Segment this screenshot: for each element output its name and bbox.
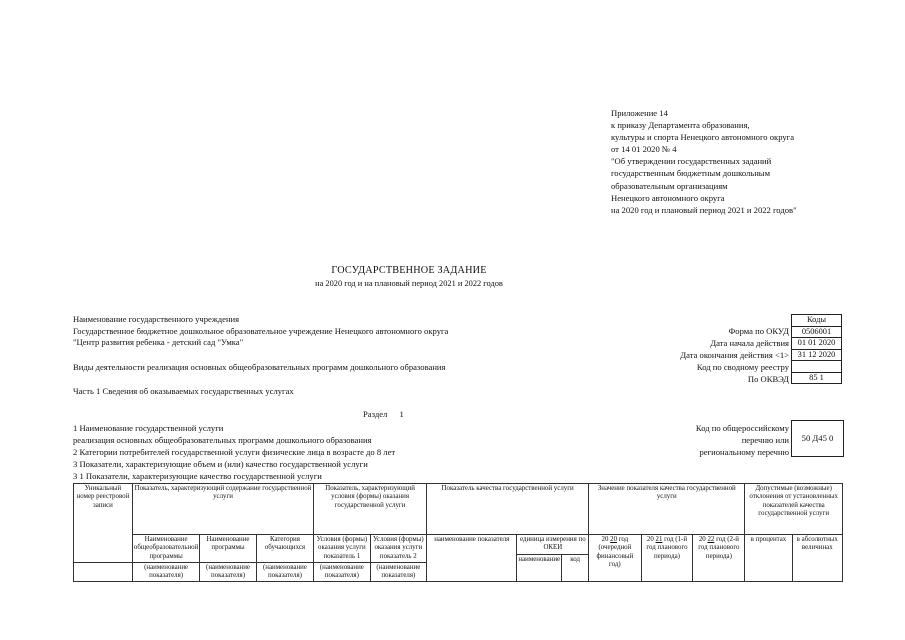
content-indicator-header: Показатель, характеризующий содержание государственной услуги [132,484,313,535]
okud-label: Форма по ОКУД [728,326,789,336]
indicator-name-5: (наименование показателя) [370,562,426,582]
okved-value: 85 1 [792,372,842,384]
appendix-line: образовательным организациям [611,180,728,191]
org-name-line2: "Центр развития ребенка - детский сад "Умка" [73,337,244,347]
section-number: 1 [399,409,404,419]
year1-prefix: 20 [601,536,609,543]
document-title: ГОСУДАРСТВЕННОЕ ЗАДАНИЕ [331,265,487,276]
quality-name-header: наименование показателя [427,535,517,582]
registry-number-header: Уникальный номер реестровой записи [74,484,133,563]
absolute-header: в абсолютных величинах [792,535,842,582]
start-date-value: 01 01 2020 [792,338,842,350]
appendix-line: от 14 01 2020 № 4 [611,144,677,155]
year2-desc: год (1-й год планового периода) [646,536,688,560]
activity-type: Виды деятельности реализация основных общеобразовательных программ дошкольного образования [73,362,446,372]
year3-header [693,535,745,582]
code-label-1: Код по общероссийскому [695,423,789,433]
unit-code-header: код [562,554,589,582]
org-name-line1: Государственное бюджетное дошкольное образовательное учреждение Ненецкого автономного округа [73,326,449,336]
appendix-line: к приказу Департамента образования, [611,120,750,131]
year3-desc: год (2-й год планового периода) [698,536,740,560]
year1-suffix: 20 [610,536,618,543]
indicator-name-1: (наименование показателя) [132,562,199,582]
appendix-line: государственным бюджетным дошкольным [611,168,771,179]
indicator-name-2: (наименование показателя) [200,562,256,582]
s1-header: Наименование общеобразовательной программы [132,535,199,563]
year2-suffix: 21 [655,536,663,543]
start-date-label: Дата начала действия [710,338,789,348]
registry-code-value [792,361,842,373]
empty-cell [74,562,133,582]
unit-name-header: наименование [517,554,562,582]
codes-header: Коды [792,315,842,327]
s3-header: Категория обучающихся [256,535,313,563]
service-name: реализация основных общеобразовательных программ дошкольного образования [73,435,372,445]
indicators-heading: 3 Показатели, характеризующие объем и (или) качество государственной услуги [73,459,368,469]
okved-label: По ОКВЭД [747,374,789,384]
codes-table [791,314,842,384]
conditions-indicator-header: Показатель, характеризующий условия (формы) оказания государственной услуги [314,484,427,535]
appendix-line: культуры и спорта Ненецкого автономного округа [611,132,795,143]
service-code-value: 50 Д45 0 [791,420,844,457]
appendix-line: Ненецкого автономного округа [611,192,725,203]
quality-indicator-header: Показатель качества государственной услуги [427,484,589,535]
s2-header: Наименование программы [200,535,256,563]
year3-suffix: 22 [707,536,715,543]
org-label: Наименование государственного учреждения [73,314,240,324]
document-subtitle: на 2020 год и на плановый период 2021 и 2022 годов [315,279,503,288]
percent-header: в процентах [745,535,792,582]
indicator-name-4: (наименование показателя) [314,562,370,582]
part-heading: Часть 1 Сведения об оказываемых государственных услугах [73,386,294,396]
consumer-category: 2 Категории потребителей государственной услуги физические лица в возрасте до 8 лет [73,447,396,457]
s4-header: Условия (формы) оказания услуги показатель 1 [314,535,370,563]
appendix-block [611,107,797,216]
year1-header [589,535,641,582]
code-label-3: региональному перечню [699,447,789,457]
year2-header [641,535,693,582]
appendix-line: Приложение 14 [611,108,668,118]
appendix-line: "Об утверждении государственных заданий [611,156,772,167]
s5-header: Условия (формы) оказания услуги показатель 2 [370,535,426,563]
appendix-line: на 2020 год и плановый период 2021 и 2022 годов" [611,204,797,215]
section-label-text: Раздел [363,409,388,419]
end-date-label: Дата окончания действия <1> [680,350,789,360]
code-label-2: перечню или [741,435,789,445]
indicator-name-3: (наименование показателя) [256,562,313,582]
registry-code-label: Код по сводному реестру [696,362,789,372]
quality-indicators-table [73,483,843,582]
quality-indicators-heading: 3 1 Показатели, характеризующие качество государственной услуги [73,471,322,481]
okud-value: 0506001 [792,326,842,338]
year2-prefix: 20 [646,536,654,543]
year1-desc: год (очередной финансовый год) [596,536,634,568]
year3-prefix: 20 [698,536,706,543]
section-label [363,409,404,419]
end-date-value: 31 12 2020 [792,349,842,361]
quality-value-header: Значение показателя качества государственной услуги [589,484,745,535]
deviations-header: Допустимые (возможные) отклонения от установленных показателей качества государственной услуги [745,484,843,535]
unit-header: единица измерения по ОКЕИ [517,535,589,555]
service-name-label: 1 Наименование государственной услуги [73,423,224,433]
